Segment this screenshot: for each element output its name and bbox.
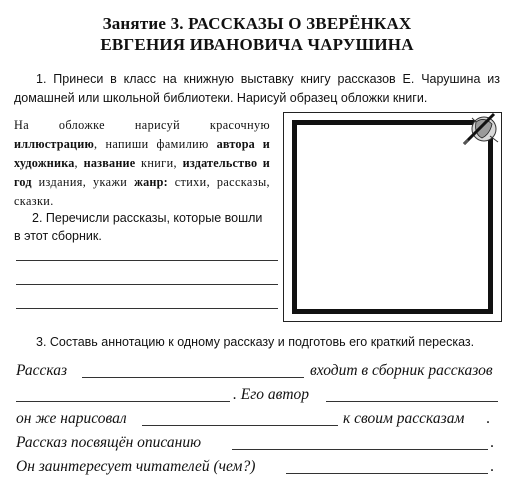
story-list-line-2[interactable] [16, 284, 278, 285]
annotation-line4-start: Рассказ посвящён описанию [16, 434, 202, 451]
page-subtitle: ЕВГЕНИЯ ИВАНОВИЧА ЧАРУШИНА [100, 35, 414, 54]
instr-text-6: стихи, рассказы, сказки. [14, 175, 270, 208]
annotation-line1-end: входит в сборник рассказов [310, 362, 493, 379]
annotation-line3-end: к своим рассказам [343, 410, 465, 427]
story-list-line-3[interactable] [16, 308, 278, 309]
task-2-text: 2. Перечисли рассказы, которые вошли в этот сборник. [14, 211, 263, 243]
instr-bold-author: автора и художника [14, 137, 270, 170]
annotation-line3-start: он же нарисовал [16, 410, 127, 427]
annotation-line5-dot: . [490, 458, 494, 475]
instr-text-1: На обложке нарисуй красочную [14, 118, 270, 132]
task-3-text: 3. Составь аннотацию к одному рассказу и подготовь его краткий пересказ. [36, 335, 475, 349]
annotation-blank-4[interactable] [142, 425, 338, 426]
instr-bold-illustration: иллюстрацию [14, 137, 94, 151]
annotation-line4-dot: . [490, 434, 494, 451]
pencil-icon [460, 108, 502, 150]
instr-text-5: издания, укажи [31, 175, 135, 189]
instr-bold-genre: жанр: [134, 175, 168, 189]
instr-bold-publisher: издательство и год [14, 156, 270, 189]
annotation-line1-start: Рассказ [16, 362, 68, 379]
instr-bold-title: название [83, 156, 136, 170]
instr-text-4: книги, [135, 156, 183, 170]
annotation-blank-5[interactable] [232, 449, 488, 450]
annotation-line3-dot: . [486, 410, 490, 427]
annotation-blank-2[interactable] [16, 401, 230, 402]
page-title: Занятие 3. РАССКАЗЫ О ЗВЕРЁНКАХ [102, 14, 412, 33]
annotation-line2-text: . Его автор [233, 386, 310, 403]
cover-instructions [14, 116, 270, 211]
instr-text-2: , напиши фамилию [94, 137, 217, 151]
task-1-text: 1. Принеси в класс на книжную выставку книгу рассказов Е. Чарушина из домашней или школьной библиотеки. Нарисуй образец обложки книги. [14, 72, 500, 105]
story-list-line-1[interactable] [16, 260, 278, 261]
instr-text-3: , [74, 156, 84, 170]
annotation-blank-6[interactable] [286, 473, 488, 474]
annotation-blank-3[interactable] [326, 401, 498, 402]
annotation-blank-1[interactable] [82, 377, 304, 378]
annotation-line5-start: Он заинтересует читателей (чем?) [16, 458, 256, 475]
